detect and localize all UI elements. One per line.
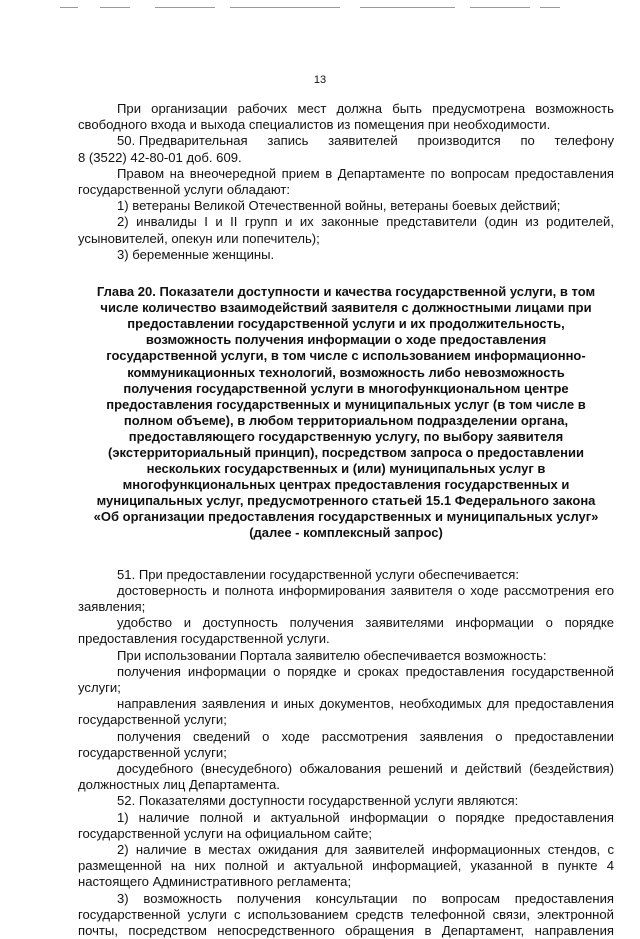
phone-word: по bbox=[520, 133, 535, 149]
phone-continuation: 8 (3522) 42-80-01 доб. 609. bbox=[78, 149, 242, 165]
paragraph: 52. Показателями доступности государственной услуги являются: bbox=[117, 793, 519, 809]
paragraph: 51. При предоставлении государственной услуги обеспечивается: bbox=[117, 566, 519, 582]
paragraph: получения информации о порядке и сроках предоставления государственной услуги; bbox=[78, 663, 614, 695]
list-item: 1) ветераны Великой Отечественной войны, ветераны боевых действий; bbox=[117, 198, 561, 214]
paragraph: При организации рабочих мест должна быть предусмотрена возможность свободного входа и выхода специалистов из помещения при необходимости. bbox=[78, 101, 614, 133]
paragraph: направления заявления и иных документов, необходимых для предоставления государственной услуги; bbox=[78, 696, 614, 728]
phone-word: 50. Предварительная bbox=[117, 133, 248, 149]
list-item: 2) инвалиды I и II групп и их законные представители (один из родителей, усыновителей, опекун или попечитель); bbox=[78, 214, 614, 246]
phone-word: запись bbox=[267, 133, 309, 149]
phone-word: заявителей bbox=[328, 133, 398, 149]
scan-artifact-top bbox=[60, 3, 560, 13]
list-item: 3) возможность получения консультации по вопросам предоставления государственной услуги с использованием средств телефонной связи, электронной почты, посредством непосредственного обращения в Департамент, направления bbox=[78, 890, 614, 938]
paragraph: достоверность и полнота информирования заявителя о ходе рассмотрения его заявления; bbox=[78, 582, 614, 614]
paragraph: досудебного (внесудебного) обжалования решений и действий (бездействия) должностных лиц Департамента. bbox=[78, 760, 614, 793]
document-body bbox=[78, 101, 614, 939]
phone-word: телефону bbox=[554, 133, 614, 149]
paragraph: удобство и доступность получения заявителями информации о порядке предоставления государственной услуги. bbox=[78, 615, 614, 647]
page-number: 13 bbox=[313, 74, 327, 86]
paragraph: получения сведений о ходе рассмотрения заявления о предоставлении государственной услуги; bbox=[78, 728, 614, 760]
phone-line bbox=[78, 133, 614, 149]
list-item: 1) наличие полной и актуальной информации о порядке предоставления государственной услуги на официальном сайте; bbox=[78, 809, 614, 841]
chapter-heading: Глава 20. Показатели доступности и качества государственной услуги, в том числе количество взаимодействий заявителя с должностными лицами при предоставлении государственной услуги и их продолжительность, возможность получения информации о ходе предоставления государственной услуги, в том числе с использованием информационно-коммуникационных технологий, возможность либо невозможность получения государственной услуги в многофункциональном центре предоставления государственных и муниципальных услуг (в том числе в полном объеме), в любом территориальном подразделении органа, предоставляющего государственную услугу, по выбору заявителя (экстерриториальный принцип), посредством запроса о предоставлении нескольких государственных и (или) муниципальных услуг в многофункциональных центрах предоставления государственных и муниципальных услуг, предусмотренного статьей 15.1 Федерального закона «Об организации предоставления государственных и муниципальных услуг» (далее - комплексный запрос) bbox=[93, 284, 599, 541]
list-item: 2) наличие в местах ожидания для заявителей информационных стендов, с размещенной на них полной и актуальной информацией, указанной в пункте 4 настоящего Административного регламента; bbox=[78, 841, 614, 890]
list-item: 3) беременные женщины. bbox=[117, 246, 275, 262]
phone-word: производится bbox=[417, 133, 501, 149]
paragraph: Правом на внеочередной прием в Департаменте по вопросам предоставления государственной услуги обладают: bbox=[78, 165, 614, 198]
paragraph: При использовании Портала заявителю обеспечивается возможность: bbox=[117, 647, 547, 663]
